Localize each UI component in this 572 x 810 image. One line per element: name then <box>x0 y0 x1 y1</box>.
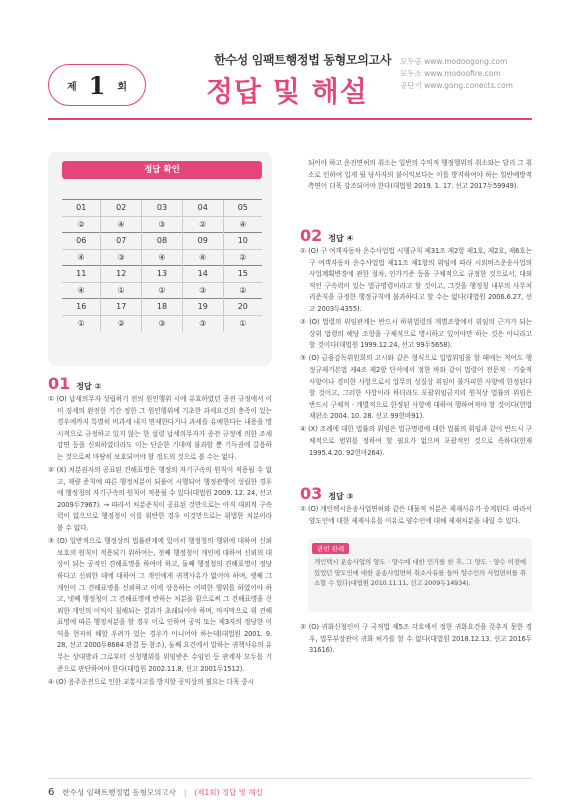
question-number: 01 <box>62 200 101 217</box>
question-number: 14 <box>182 266 223 283</box>
site-link-modoogong[interactable]: 모두공 www.modoogong.com <box>400 57 508 66</box>
question-02-heading <box>300 226 353 245</box>
explanation-paragraph: ③ (O) 일반적으로 행정상의 법률관계에 있어서 행정청의 행위에 대하여 신뢰보호의 원칙이 적용되기 위하여는, 첫째 행정청이 개인에 대하여 신뢰의 대상이 되는 공적인 견해표명을 하여야 하고, 둘째 행정청의 견해표명이 정당하다고 신뢰한 데에 대하여 그 개인에게 귀책사유가 없어야 하며, 셋째 그 개인이 그 견해표명을 신뢰하고 이에 상응하는 어떠한 행위를 하였어야 하고, 넷째 행정청이 그 견해표명에 반하는 처분을 함으로써 그 견해표명을 신뢰한 개인의 이익이 침해되는 결과가 초래되어야 하며, 마지막으로 위 견해표명에 따른 행정처분을 할 경우 이로 인하여 공익 또는 제3자의 정당한 이익을 현저히 해할 우려가 있는 경우가 아니어야 하는데(대법원 2001. 9. 28, 선고 2000두8684 판결 등 참조), 둘째 요건에서 말하는 귀책사유의 유무는 상대방과 그로부터 신청행위를 위임받은 수임인 등 관계자 모두를 기준으로 판단하여야 한다(대법원 2002.11.8, 선고 2001두1512). <box>48 537 272 673</box>
question-number-row <box>62 299 262 316</box>
footer <box>48 787 263 798</box>
answer-cell: ② <box>142 282 183 299</box>
answer-row <box>62 315 262 332</box>
question-number: 17 <box>101 299 142 316</box>
round-suffix: 회 <box>117 81 128 93</box>
answer-cell: ④ <box>62 282 101 299</box>
question-number-row <box>62 200 262 217</box>
answer-row <box>62 282 262 299</box>
question-number: 15 <box>223 266 262 283</box>
question-01-heading <box>48 374 101 393</box>
answer-cell: ③ <box>182 315 223 332</box>
book-title: 한수성 임팩트행정법 동형모의고사 <box>214 53 392 67</box>
answer-cell: ① <box>62 315 101 332</box>
question-number: 12 <box>101 266 142 283</box>
question-number: 10 <box>223 233 262 250</box>
question-02-answer: 정답 ④ <box>328 234 354 243</box>
footer-divider <box>48 778 532 779</box>
question-number: 06 <box>62 233 101 250</box>
question-number-row <box>62 233 262 250</box>
answer-cell: ④ <box>142 249 183 266</box>
question-number: 09 <box>182 233 223 250</box>
question-01-explanation <box>48 394 272 690</box>
site-link-gong[interactable]: 공단기 www.gong.conects.com <box>400 81 513 90</box>
explanation-paragraph: ③ (O) 금융감독위원회의 고시와 같은 형식으로 입법위임을 할 때에는 적어도 행정규제기본법 제4조 제2항 단서에서 정한 바와 같이 법령이 전문적 · 기술적 사항이나 경미한 사항으로서 업무의 성질상 위임이 불가피한 사항에 한정된다 할 것이고, 그러한 사항이라 하더라도 포괄위임금지의 원칙상 법률의 위임은 반드시 구체적 · 개별적으로 한정된 사항에 대하여 행하여져야 할 것이다(헌법재판소 2004. 10. 28. 선고 99헌바91). <box>300 354 532 421</box>
page-number: 6 <box>48 787 55 798</box>
footer-section: (제1회) 정답 및 해설 <box>194 788 263 797</box>
answer-cell: ① <box>101 282 142 299</box>
round-number: 1 <box>88 70 106 100</box>
question-number: 08 <box>142 233 183 250</box>
explanation-paragraph: ④ (O) 음주운전으로 인한 교통사고를 방지할 공익상의 필요는 더욱 중시 <box>48 677 255 686</box>
question-03-explanation-part2 <box>300 622 532 658</box>
question-number: 04 <box>182 200 223 217</box>
page-title: 정답 및 해설 <box>206 75 368 108</box>
question-03-heading <box>300 484 353 503</box>
footer-book-title: 한수성 임팩트행정법 동형모의고사 <box>62 788 176 797</box>
question-number: 11 <box>62 266 101 283</box>
question-number: 16 <box>62 299 101 316</box>
related-precedent-tag: 관련 판례 <box>312 543 349 554</box>
answer-cell: ③ <box>142 216 183 233</box>
round-badge <box>48 64 146 106</box>
question-number: 03 <box>142 200 183 217</box>
round-prefix: 제 <box>66 81 77 93</box>
answer-cell: ③ <box>182 282 223 299</box>
explanation-paragraph: ② (O) 귀화신청인이 구 국적법 제5조 각호에서 정한 귀화요건을 갖추지 못한 경우, 법무부장관이 귀화 허가를 할 수 없다(대법원 2018.12.13. 선고 2016두31616). <box>300 623 532 655</box>
explanation-paragraph: ④ (X) 조례에 대한 법률의 위임은 법규명령에 대한 법률의 위임과 같이 반드시 구체적으로 범위를 정하여 할 필요가 없으며 포괄적인 것으로 족하다(헌재 1995.4.20. 92헌마264). <box>300 425 532 457</box>
answer-key-table <box>62 199 262 332</box>
answer-row <box>62 249 262 266</box>
answer-cell: ④ <box>62 249 101 266</box>
question-01-answer: 정답 ② <box>76 382 102 391</box>
question-number: 05 <box>223 200 262 217</box>
question-03-explanation-part1 <box>300 504 532 529</box>
question-number: 19 <box>182 299 223 316</box>
answer-cell: ② <box>101 315 142 332</box>
question-number: 13 <box>142 266 183 283</box>
question-number: 07 <box>101 233 142 250</box>
site-list <box>400 56 513 92</box>
explanation-paragraph: ① (O) 납세의무자 성립하기 전의 원인행위 시에 유효하였던 종전 규정에서 이미 징세의 완전한 기간 정한 그 원인행위에 기초한 과세요건의 충족이 있는 경우에까지 특별히 비과세 내지 면제한다거나 과세를 유예한다는 내용을 명시적으로 규정하고 있지 않는 한 설령 납세의무자가 종전 규정에 의한 조세감면 등을 신뢰하였더라도 이는 단순한 기대에 불과할 뿐 기득권에 갈음하는 것으로써 마땅히 보호되어야 할 정도의 것으로 볼 수는 없다. <box>48 395 272 461</box>
question-02-explanation <box>300 246 532 461</box>
explanation-paragraph: 되어야 하고 운전면허의 취소는 일반의 수익적 행정행위의 취소와는 달리 그 취소로 인하여 입게 될 당사자의 불이익보다는 이를 방지하여야 하는 일반예방적 측면이 더욱 강조되어야 한다(대법원 2019. 1. 17. 선고 2017두59949). <box>308 159 532 191</box>
explanation-paragraph: ② (O) 법령의 위임관계는 반드시 하위법령의 개별조항에서 위임의 근거가 되는 상위 법령의 해당 조항을 구체적으로 명시하고 있어야만 하는 것은 아니라고 할 것이다(대법원 1999.12.24, 선고 99두5658). <box>300 318 532 350</box>
answer-cell: ② <box>223 249 262 266</box>
answer-row <box>62 216 262 233</box>
answer-cell: ③ <box>142 315 183 332</box>
related-precedent-text: 개인택시 운송사업의 양도 · 양수에 대한 인가를 한 후, 그 양도 · 양수 이전에 있었던 양도인에 대한 운송사업면허 취소사유를 들어 양수인의 사업면허를 취소할 수 있다(대법원 2010.11.11, 선고 2009두14934). <box>314 558 526 588</box>
answer-cell: ④ <box>182 249 223 266</box>
explanation-paragraph: ① (O) 구 여객자동차 운수사업법 시행규칙 제31조 제2항 제1호, 제2호, 제6호는 구 여객자동차 운수사업법 제11조 제1항의 위임에 따라 시외버스운송사업의 사업계획변경에 관한 절차, 인가기준 등을 구체적으로 규정한 것으로서, 대외적인 구속력이 있는 법규명령이라고 할 것이고, 그것을 행정청 내부의 사무처리준칙을 규정한 행정규칙에 불과하다고 할 수는 없다(대법원 2006.6.27, 선고 2003두4355). <box>300 247 532 313</box>
site-link-modoofire[interactable]: 모두소 www.modoofire.com <box>400 69 501 78</box>
answer-cell: ② <box>62 216 101 233</box>
answer-cell: ④ <box>101 216 142 233</box>
question-number: 02 <box>101 200 142 217</box>
explanation-paragraph: ① (O) 개인택시운송사업면허와 같은 대물적 처분은 제재사유가 승계된다. 따라서 양도인에 대한 제재사유를 이유로 양수인에 대해 제재처분을 내릴 수 있다. <box>300 505 532 525</box>
explanation-paragraph: ② (X) 처분권자의 공표된 견해표명은 행정의 자기구속의 원칙이 적용될 수 없고, 재량 준칙에 따른 행정처분이 되풀이 시행되어 행정관행이 성립한 경우에 행정청의 자기구속의 원칙이 적용될 수 있다(대법원 2009. 12. 24, 선고 2009두7967). → 따라서 처분준칙이 공표된 것만으로는 아직 대외적 구속력이 없으므로 행정청이 이를 위반한 경우 이것만으로는 위법한 처분이라 볼 수 없다. <box>48 466 272 533</box>
question-number: 18 <box>142 299 183 316</box>
answer-key-label: 정답 확인 <box>62 161 262 179</box>
answer-cell: ④ <box>223 216 262 233</box>
question-number: 20 <box>223 299 262 316</box>
answer-cell: ① <box>223 315 262 332</box>
answer-cell: ③ <box>101 249 142 266</box>
question-01-number: 01 <box>48 374 71 393</box>
answer-cell: ② <box>223 282 262 299</box>
answer-cell: ② <box>182 216 223 233</box>
question-number-row <box>62 266 262 283</box>
question-02-number: 02 <box>300 226 323 245</box>
header-divider <box>48 118 532 120</box>
question-03-number: 03 <box>300 484 323 503</box>
question-03-answer: 정답 ③ <box>328 492 354 501</box>
question-01-explanation-continued <box>308 158 532 194</box>
footer-separator: | <box>183 788 187 797</box>
